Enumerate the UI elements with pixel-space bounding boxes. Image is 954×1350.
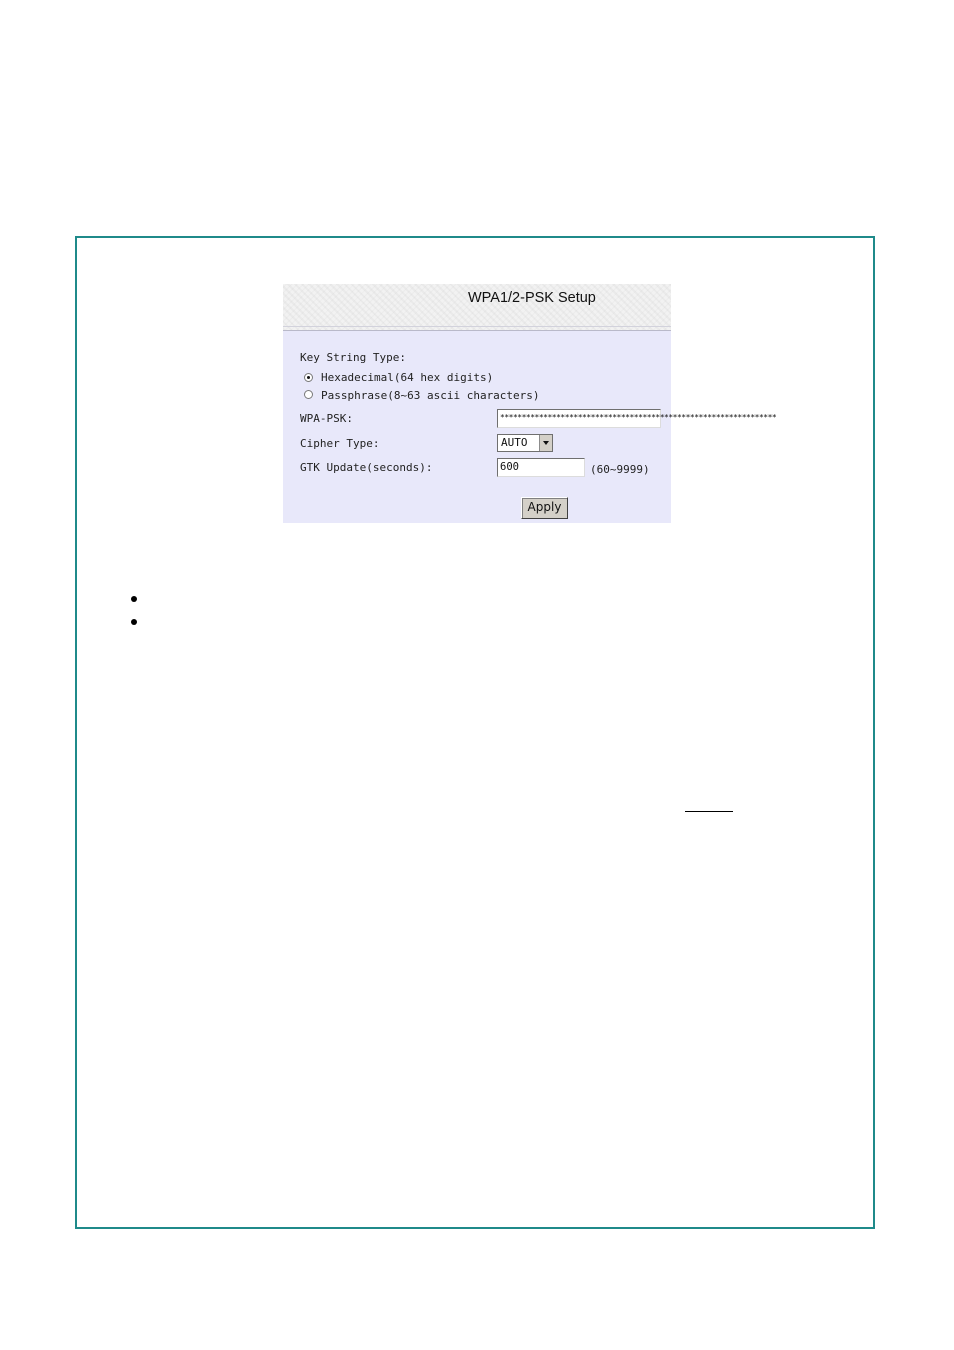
radio-hexadecimal[interactable] [304, 373, 313, 382]
wpa-psk-input[interactable]: **************************************************************** [497, 409, 661, 428]
list-bullet [131, 596, 137, 602]
radio-passphrase-label: Passphrase(8~63 ascii characters) [321, 389, 540, 402]
panel-title: WPA1/2-PSK Setup [468, 290, 596, 306]
wpa-psk-label: WPA-PSK: [300, 412, 353, 425]
gtk-update-label: GTK Update(seconds): [300, 461, 433, 474]
gtk-update-range: (60~9999) [590, 463, 650, 476]
radio-passphrase[interactable] [304, 390, 313, 399]
wpa-psk-setup-panel [283, 284, 777, 523]
cipher-type-select[interactable] [497, 434, 553, 452]
cipher-type-label: Cipher Type: [300, 437, 380, 450]
radio-hexadecimal-label: Hexadecimal(64 hex digits) [321, 371, 494, 384]
list-bullet [131, 619, 137, 625]
underline-mark [685, 811, 733, 812]
panel-header [283, 284, 671, 331]
cipher-type-value: AUTO [501, 436, 528, 449]
apply-button[interactable]: Apply [521, 497, 568, 519]
gtk-update-input[interactable]: 600 [497, 458, 585, 477]
key-string-type-label: Key String Type: [300, 351, 406, 364]
chevron-down-icon[interactable] [539, 435, 552, 451]
